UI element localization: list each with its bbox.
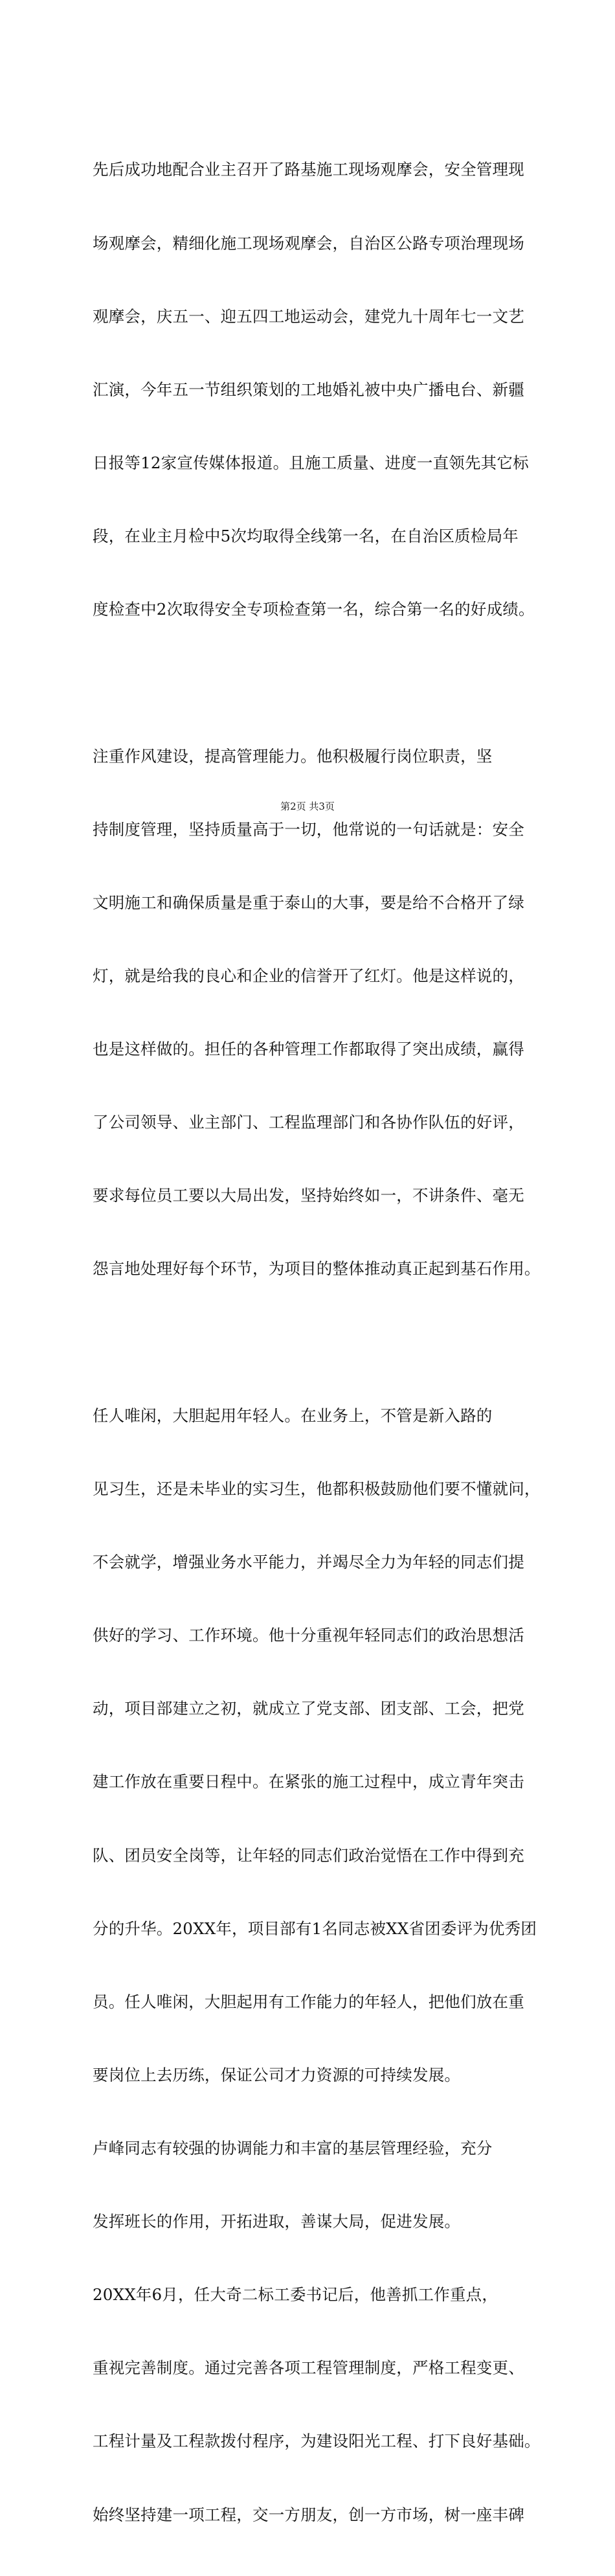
text-line: 20XX年6月，任大奇二标工委书记后，他善抓工作重点， [93,2285,498,2305]
text-line: 供好的学习、工作环境。他十分重视年轻同志们的政治思想活 [93,1626,524,1645]
text-line: 注重作风建设，提高管理能力。他积极履行岗位职责，坚 [93,746,493,766]
text-line: 文明施工和确保质量是重于泰山的大事，要是给不合格开了绿 [93,893,524,912]
text-line: 场观摩会，精细化施工现场观摩会，自治区公路专项治理现场 [93,233,524,253]
text-line: 工程计量及工程款拨付程序，为建设阳光工程、打下良好基础。 [93,2432,541,2451]
text-line: 持制度管理，坚持质量高于一切，他常说的一句话就是：安全 [93,819,524,839]
text-line: 汇演，今年五一节组织策划的工地婚礼被中央广播电台、新疆 [93,380,524,399]
text-line: 观摩会，庆五一、迎五四工地运动会，建党九十周年七一文艺 [93,306,524,326]
text-line: 度检查中2次取得安全专项检查第一名，综合第一名的好成绩。 [93,600,535,619]
page-number-label: 第2页 共3页 [280,801,335,812]
text-line: 重视完善制度。通过完善各项工程管理制度，严格工程变更、 [93,2358,524,2378]
text-line: 日报等12家宣传媒体报道。且施工质量、进度一直领先其它标 [93,453,529,472]
document-body [93,109,546,2576]
text-line: 分的升华。20XX年，项目部有1名同志被XX省团委评为优秀团 [93,1919,537,1938]
text-line: 任人唯闲，大胆起用年轻人。在业务上，不管是新入路的 [93,1406,493,1425]
text-line: 员。任人唯闲，大胆起用有工作能力的年轻人，把他们放在重 [93,1992,524,2011]
text-line: 灯，就是给我的良心和企业的信誉开了红灯。他是这样说的， [93,966,524,985]
text-line: 队、团员安全岗等，让年轻的同志们政治觉悟在工作中得到充 [93,1845,524,1865]
text-line: 要求每位员工要以大局出发，坚持始终如一，不讲条件、毫无 [93,1186,524,1205]
text-line: 建工作放在重要日程中。在紧张的施工过程中，成立青年突击 [93,1772,524,1792]
paragraph-1 [93,109,546,670]
text-line: 始终坚持建一项工程，交一方朋友，创一方市场，树一座丰碑 [93,2505,524,2524]
paragraph-spacer [93,670,546,695]
text-line: 见习生，还是未毕业的实习生，他都积极鼓励他们要不懂就问， [93,1479,541,1498]
text-line: 了公司领导、业主部门、工程监理部门和各协作队伍的好评， [93,1113,524,1132]
text-line: 先后成功地配合业主召开了路基施工现场观摩会，安全管理现 [93,160,524,179]
page-footer [0,799,615,813]
paragraph-spacer [93,1330,546,1354]
text-line: 要岗位上去历练，保证公司才力资源的可持续发展。 [93,2065,461,2084]
text-line: 怨言地处理好每个环节，为项目的整体推动真正起到基石作用。 [93,1259,541,1279]
text-line: 段，在业主月检中5次均取得全线第一名，在自治区质检局年 [93,526,519,545]
text-line: 也是这样做的。担任的各种管理工作都取得了突出成绩，赢得 [93,1040,524,1059]
text-line: 发挥班长的作用，开拓进取，善谋大局，促进发展。 [93,2212,461,2231]
text-line: 卢峰同志有较强的协调能力和丰富的基层管理经验，充分 [93,2138,493,2158]
text-line: 动，项目部建立之初，就成立了党支部、团支部、工会，把党 [93,1699,524,1718]
paragraph-3 [93,1354,546,2575]
paragraph-2 [93,695,546,1330]
text-line: 不会就学，增强业务水平能力，并竭尽全力为年轻的同志们提 [93,1553,524,1572]
